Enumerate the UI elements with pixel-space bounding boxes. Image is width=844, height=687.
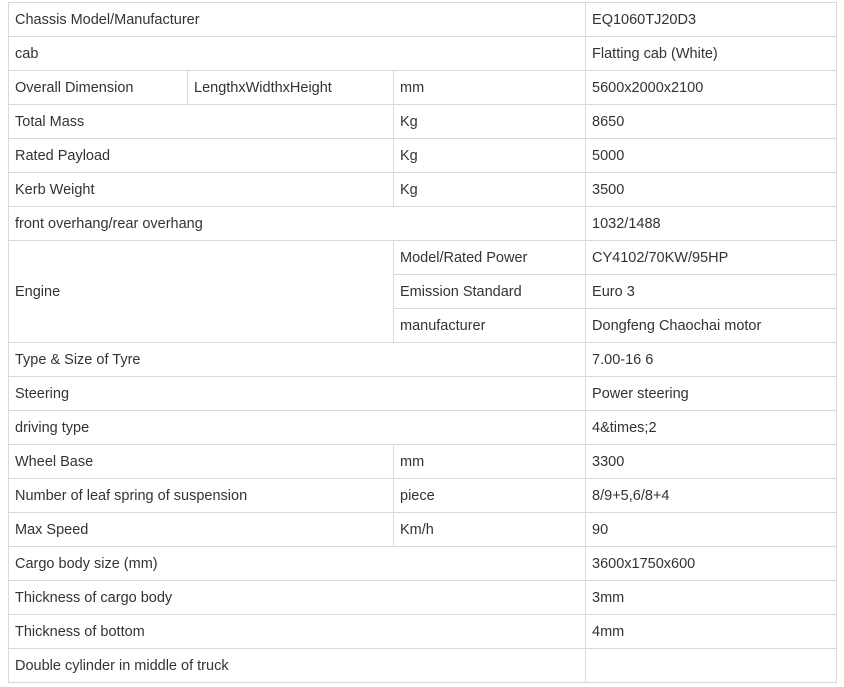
- table-row: [9, 377, 837, 411]
- table-row: [9, 411, 837, 445]
- spec-value: 5600x2000x2100: [586, 71, 837, 105]
- spec-label: Chassis Model/Manufacturer: [9, 3, 586, 37]
- spec-unit: piece: [394, 479, 586, 513]
- spec-unit: Model/Rated Power: [394, 241, 586, 275]
- spec-unit: Kg: [394, 139, 586, 173]
- spec-table: [8, 2, 837, 683]
- spec-value: EQ1060TJ20D3: [586, 3, 837, 37]
- table-row: [9, 3, 837, 37]
- spec-value: 4&times;2: [586, 411, 837, 445]
- table-row: [9, 71, 837, 105]
- table-row: [9, 105, 837, 139]
- spec-unit: manufacturer: [394, 309, 586, 343]
- table-row: [9, 241, 837, 275]
- spec-unit: Km/h: [394, 513, 586, 547]
- spec-value: 1032/1488: [586, 207, 837, 241]
- spec-label: Steering: [9, 377, 586, 411]
- table-row: [9, 581, 837, 615]
- spec-unit: mm: [394, 445, 586, 479]
- spec-value: 4mm: [586, 615, 837, 649]
- spec-label: driving type: [9, 411, 586, 445]
- spec-label: Double cylinder in middle of truck: [9, 649, 586, 683]
- table-row: [9, 37, 837, 71]
- spec-label: Wheel Base: [9, 445, 394, 479]
- table-row: [9, 479, 837, 513]
- spec-label: Kerb Weight: [9, 173, 394, 207]
- spec-value: Euro 3: [586, 275, 837, 309]
- spec-label: front overhang/rear overhang: [9, 207, 586, 241]
- spec-label: Overall Dimension: [9, 71, 188, 105]
- table-row: [9, 615, 837, 649]
- table-row: [9, 445, 837, 479]
- table-row: [9, 139, 837, 173]
- spec-value: Dongfeng Chaochai motor: [586, 309, 837, 343]
- spec-value: 8650: [586, 105, 837, 139]
- table-row: [9, 207, 837, 241]
- spec-value: Power steering: [586, 377, 837, 411]
- spec-value: 8/9+5,6/8+4: [586, 479, 837, 513]
- spec-value: 7.00-16 6: [586, 343, 837, 377]
- table-row: [9, 343, 837, 377]
- spec-label: Type & Size of Tyre: [9, 343, 586, 377]
- spec-sublabel: LengthxWidthxHeight: [188, 71, 394, 105]
- spec-label: Engine: [9, 241, 394, 343]
- table-row: [9, 513, 837, 547]
- spec-value: 5000: [586, 139, 837, 173]
- spec-unit: mm: [394, 71, 586, 105]
- spec-label: Number of leaf spring of suspension: [9, 479, 394, 513]
- spec-label: cab: [9, 37, 586, 71]
- table-row: [9, 547, 837, 581]
- spec-unit: Emission Standard: [394, 275, 586, 309]
- spec-value: Flatting cab (White): [586, 37, 837, 71]
- table-row: [9, 173, 837, 207]
- spec-label: Rated Payload: [9, 139, 394, 173]
- spec-label: Max Speed: [9, 513, 394, 547]
- spec-value: 3300: [586, 445, 837, 479]
- table-row: [9, 649, 837, 683]
- spec-unit: Kg: [394, 173, 586, 207]
- spec-unit: Kg: [394, 105, 586, 139]
- spec-label: Thickness of cargo body: [9, 581, 586, 615]
- spec-label: Cargo body size (mm): [9, 547, 586, 581]
- spec-label: Thickness of bottom: [9, 615, 586, 649]
- spec-value: 90: [586, 513, 837, 547]
- spec-label: Total Mass: [9, 105, 394, 139]
- spec-value: 3500: [586, 173, 837, 207]
- spec-value: [586, 649, 837, 683]
- spec-value: 3mm: [586, 581, 837, 615]
- spec-value: CY4102/70KW/95HP: [586, 241, 837, 275]
- spec-value: 3600x1750x600: [586, 547, 837, 581]
